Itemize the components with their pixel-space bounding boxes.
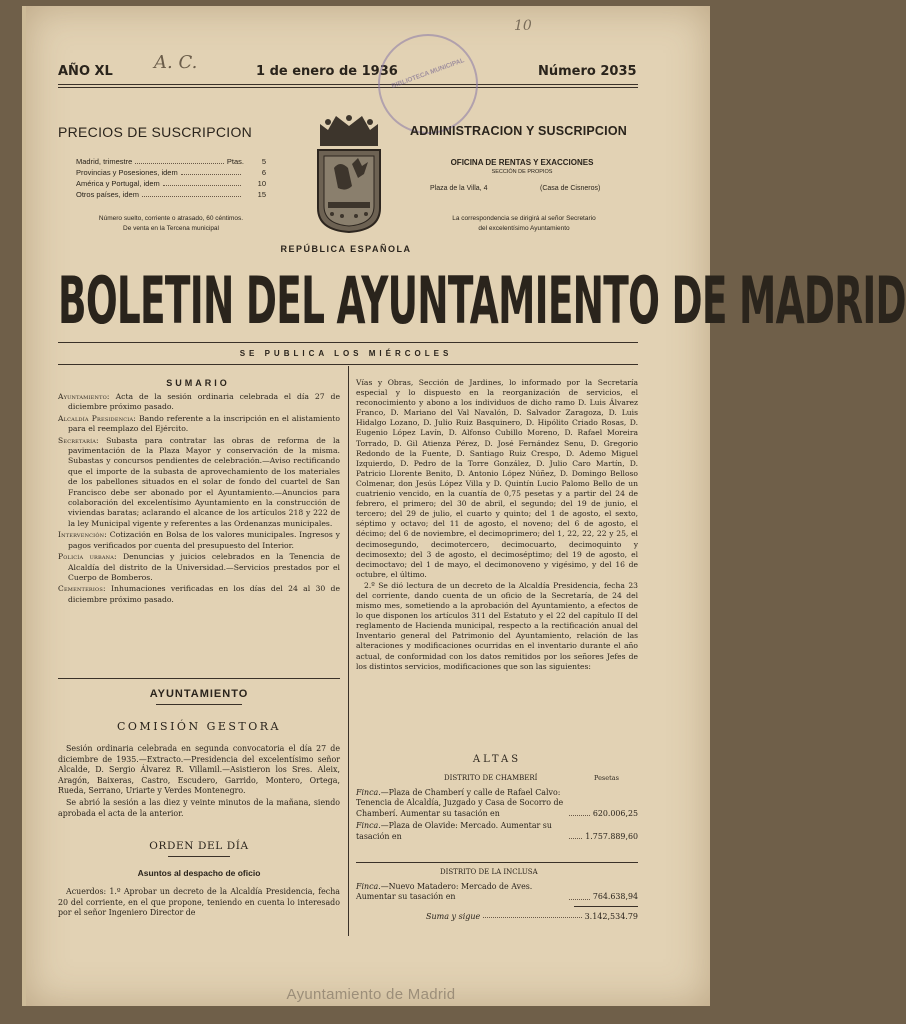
summary-title: SUMARIO xyxy=(166,378,230,388)
issue-date: 1 de enero de 1936 xyxy=(256,64,398,79)
office-address: Plaza de la Villa, 4 xyxy=(430,185,488,192)
subscription-price-list xyxy=(76,156,266,200)
inventory-table xyxy=(356,788,638,842)
price-row: Provincias y Posesiones, idem 6 xyxy=(76,168,266,177)
summary-item: Cementerios: Inhumaciones verificadas en los días del 24 al 30 de diciembre próximo pasado. xyxy=(58,584,340,604)
subscription-title: PRECIOS DE SUSCRIPCION xyxy=(58,124,253,140)
office-name: OFICINA DE RENTAS Y EXACCIONES xyxy=(450,158,594,167)
summary-item: Secretaría: Subasta para contratar las obras de reforma de la pavimentación de la Plaza Mayor y conservación de la misma. Subastas y concursos pendientes de celebración.—Aviso rectificando que el importe de la subasta de aprovechamiento de los materiales de los pabellones situados en el solar de fondo del cuartel de San Francisco debe ser abonado por el Ayuntamiento.—Anuncios para colaboración del excelentísimo Ayuntamiento en la construcción de viviendas baratas; aclarando el alcance de los artículos 218 y 222 de la ley Municipal vigente y referentes a las Ordenanzas municipales. xyxy=(58,435,340,528)
business-heading: Asuntos al despacho de oficio xyxy=(137,868,261,878)
column-divider xyxy=(348,366,349,936)
subtotal-row: Suma y sigue 3.142,534.79 xyxy=(426,912,638,921)
library-stamp: BIBLIOTECA MUNICIPAL xyxy=(378,34,478,134)
price-row: Madrid, trimestre Ptas. 5 xyxy=(76,157,266,166)
publication-frequency: SE PUBLICA LOS MIÉRCOLES xyxy=(239,349,453,358)
office-address-note: (Casa de Cisneros) xyxy=(540,185,601,192)
correspondence-note: La correspondencia se dirigirá al señor Secretario del excelentísimo Ayuntamiento xyxy=(452,215,596,232)
handwritten-note-right: 10 xyxy=(514,18,532,34)
price-row: Otros países, idem 15 xyxy=(76,190,266,199)
session-article xyxy=(58,744,340,820)
summary-item: Policía urbana: Denuncias y juicios celebrados en la Tenencia de Alcaldía del distrito de la Universidad.—Servicios prestados por el Cuerpo de Bomberos. xyxy=(58,552,340,582)
district-chamberi-heading: DISTRITO DE CHAMBERÍ xyxy=(444,774,538,782)
handwritten-note-left: A. C. xyxy=(154,52,198,73)
price-row: América y Portugal, idem 10 xyxy=(76,179,266,188)
inventory-row: Finca.—Plaza de Olavide: Mercado. Aumentar su tasación en 1.757.889,60 xyxy=(356,821,638,841)
session-paragraph: Sesión ordinaria celebrada en segunda convocatoria el día 27 de diciembre de 1935.—Extracto.—Presidencia del excelentísimo señor Alcalde, D. Sergio Álvarez R. Villamil.—Asistieron los Sres. Aleix, Aragón, Baixeras, Castro, Escudero, Garrido, Montero, Ortega, Rueda, Serrano, Uriarte y Verdes Montenegro. xyxy=(58,744,340,796)
summary-list xyxy=(58,392,340,606)
order-of-day-heading: ORDEN DEL DÍA xyxy=(149,840,249,852)
newspaper-page xyxy=(22,6,906,1006)
issue-year: AÑO XL xyxy=(58,64,113,79)
republic-label: REPÚBLICA ESPAÑOLA xyxy=(280,244,412,254)
madrid-coat-of-arms-emblem xyxy=(312,108,386,236)
district-inclusa-heading: DISTRITO DE LA INCLUSA xyxy=(440,868,538,876)
commission-heading: COMISIÓN GESTORA xyxy=(117,720,281,733)
administration-title: ADMINISTRACION Y SUSCRIPCION xyxy=(410,124,627,138)
inventory-row: Finca.—Nuevo Matadero: Mercado de Aves. Aumentar su tasación en 764.638,94 xyxy=(356,882,638,902)
currency-label: Pesetas xyxy=(594,774,619,782)
summary-item: Ayuntamiento: Acta de la sesión ordinaria celebrada el día 27 de diciembre próximo pasado. xyxy=(58,392,341,412)
summary-item: Intervención: Cotización en Bolsa de los valores municipales. Ingresos y pagos verificados por cuenta del presupuesto del Interior. xyxy=(58,530,340,550)
inventory-row: Finca.—Plaza de Chamberí y calle de Rafael Calvo: Tenencia de Alcaldía, Juzgado y Casa de Socorro de Chamberí. Aumentar su tasación en 620.006,25 xyxy=(356,788,638,818)
agreements-continued: Vías y Obras, Sección de Jardines, lo informado por la Secretaría especial y lo dispuesto en la reorganización de servicios, el reconocimiento y abono a los individuos de dicho ramo D. Luis Álvarez Franco, D. Mariano del Val Navalón, D. Salvador Zaragoza, D. Luis Hidalgo Lozano, D. Julio Ruiz Basquinero, D. Hipólito Criado Rosas, D. Eugenio López Lavín, D. Alfonso Cubillo Moreno, D. Rafael Moreira Torrado, D. Gil Atienza Pérez, D. José Fernández Senu, D. Gregorio Redondo de la Fuente, D. Santiago Ruiz Crespo, D. Ademo Miguel Izquierdo, D. Pedro de la Torre González, D. Julio Caro Martín, D. Patricio Llorente Benito, D. Antonio López Núñez, D. Domingo Belloso Colmenar, don Jesús López Villa y D. Quintín Lucio Palomo Bello de un cuatrienio vencido, en la cuantía de 0,75 pesetas y a partir del 24 de febrero, el primero; del 30 de abril, el segundo; del 19 de junio, el tercero; del 29 de julio, el cuarto y quinto; del 1 de agosto, el sexto, séptimo y octavo; del 11 de agosto, el noveno; del 6 de agosto, el décimo; del 6 de noviembre, el decimoprimero; del 1, 22, 22, 22 y 25, el decimosegundo, decimotercero, decimocuarto, decimoquinto y decimosexto; del 3 de agosto, el decimoséptimo; del 19 de agosto, el decimoctavo; del 1 de mayo, el decimonoveno y vigésimo, y del 16 de octubre, el último. 2.º Se dió lectura de un decreto de la Alcaldía Presidencia, fecha 23 del corriente, dando cuenta de un oficio de la Secretaría, de 24 del mismo mes, sometiendo a la aprobación del Ayuntamiento, a efectos de lo que disponen los artículos 311 del Estatuto y el 22 del capítulo II del reglamento de Hacienda municipal, respecto a la rectificación anual del Inventario general del Patrimonio del Ayuntamiento, relación de las alteraciones y modificaciones ocurridas en el inventario durante el año actual, de conformidad con los datos remitidos por los señores Jefes de los distintos servicios, modificaciones que son las siguientes: xyxy=(356,378,638,671)
issue-number: Número 2035 xyxy=(538,64,637,79)
agreements-article: Acuerdos: 1.º Aprobar un decreto de la Alcaldía Presidencia, fecha 20 del corriente, en el que propone, teniendo en cuenta lo interesado por el señor Ingeniero Director de xyxy=(58,887,340,918)
altas-heading: ALTAS xyxy=(472,754,522,765)
summary-item: Alcaldía Presidencia: Bando referente a la inscripción en el alistamiento para el reemplazo del Ejército. xyxy=(58,413,340,434)
inventory-table-inclusa xyxy=(356,882,638,903)
single-issue-note: Número suelto, corriente o atrasado, 60 céntimos. De venta en la Tercena municipal xyxy=(98,215,244,232)
session-paragraph: Se abrió la sesión a las diez y veinte minutos de la mañana, siendo aprobada el acta de la anterior. xyxy=(58,797,340,818)
archive-watermark: Ayuntamiento de Madrid xyxy=(286,986,456,1003)
newspaper-title: BOLETIN DEL AYUNTAMIENTO DE MADRID xyxy=(58,264,906,339)
office-section: SECCIÓN DE PROPIOS xyxy=(491,169,553,175)
section-heading-ayuntamiento: AYUNTAMIENTO xyxy=(149,688,249,700)
